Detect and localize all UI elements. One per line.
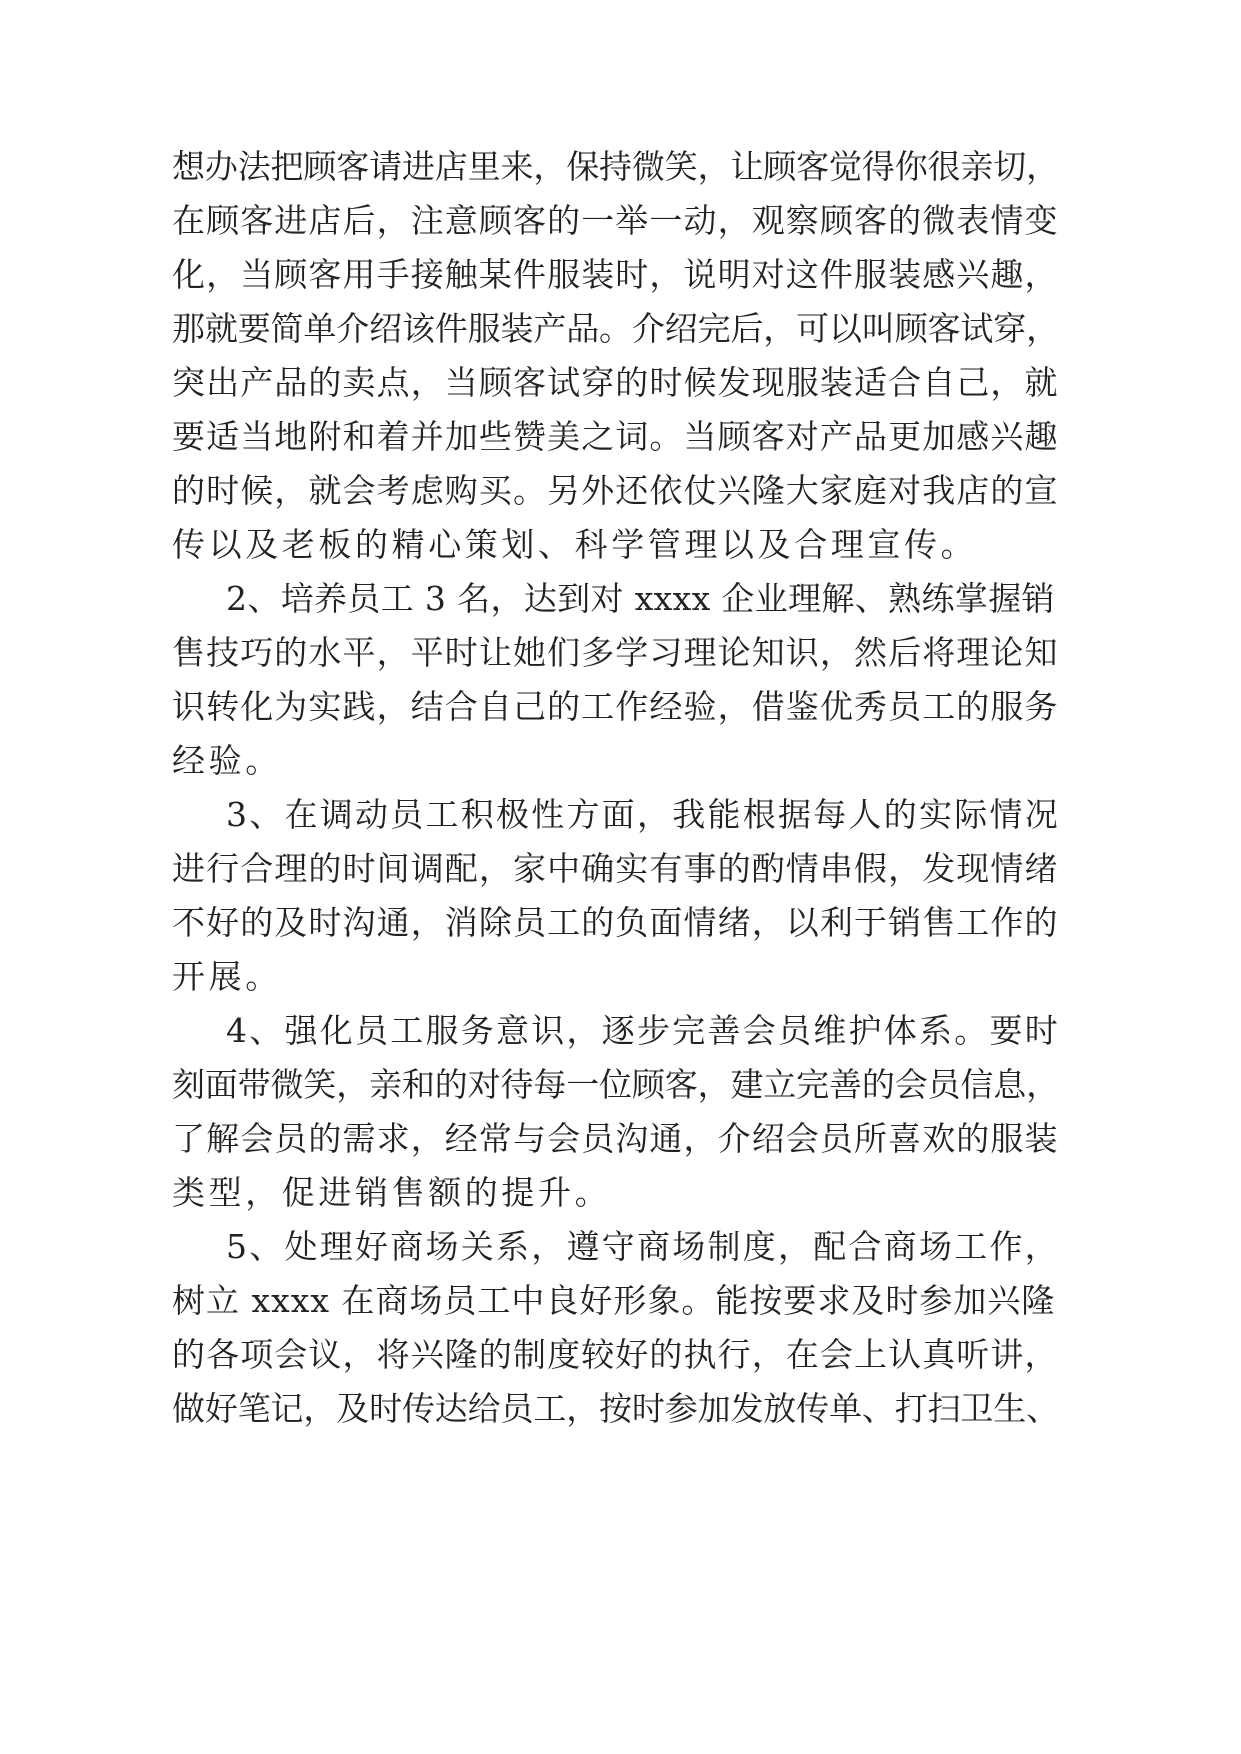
text-line: 的各项会议，将兴隆的制度较好的执行，在会上认真听讲， — [172, 1335, 1059, 1374]
text-line: 不好的及时沟通，消除员工的负面情绪，以利于销售工作的 — [172, 903, 1059, 942]
text-line: 开展。 — [172, 957, 282, 996]
text-line: 刻面带微笑，亲和的对待每一位顾客，建立完善的会员信息， — [172, 1065, 1059, 1104]
text-line: 那就要简单介绍该件服装产品。介绍完后，可以叫顾客试穿， — [172, 309, 1059, 348]
text-line: 3、在调动员工积极性方面，我能根据每人的实际情况 — [226, 795, 1060, 834]
text-line: 树立 xxxx 在商场员工中良好形象。能按要求及时参加兴隆 — [172, 1281, 1056, 1320]
text-line: 的时候，就会考虑购买。另外还依仗兴隆大家庭对我店的宣 — [172, 471, 1059, 510]
text-line: 类型，促进销售额的提升。 — [172, 1173, 612, 1212]
text-line: 5、处理好商场关系，遵守商场制度，配合商场工作， — [226, 1227, 1060, 1266]
text-line: 了解会员的需求，经常与会员沟通，介绍会员所喜欢的服装 — [172, 1119, 1059, 1158]
text-line: 化，当顾客用手接触某件服装时，说明对这件服装感兴趣， — [172, 255, 1059, 294]
text-line: 做好笔记，及时传达给员工，按时参加发放传单、打扫卫生、 — [172, 1389, 1059, 1428]
text-line: 突出产品的卖点，当顾客试穿的时候发现服装适合自己，就 — [172, 363, 1059, 402]
text-line: 传以及老板的精心策划、科学管理以及合理宣传。 — [172, 525, 978, 564]
text-line: 想办法把顾客请进店里来，保持微笑，让顾客觉得你很亲切， — [172, 147, 1059, 186]
text-line: 售技巧的水平，平时让她们多学习理论知识，然后将理论知 — [172, 633, 1059, 672]
text-line: 经验。 — [172, 741, 282, 780]
text-line: 识转化为实践，结合自己的工作经验，借鉴优秀员工的服务 — [172, 687, 1059, 726]
text-line: 进行合理的时间调配，家中确实有事的酌情串假，发现情绪 — [172, 849, 1059, 888]
text-line: 要适当地附和着并加些赞美之词。当顾客对产品更加感兴趣 — [172, 417, 1059, 456]
text-line: 在顾客进店后，注意顾客的一举一动，观察顾客的微表情变 — [172, 201, 1059, 240]
text-line: 4、强化员工服务意识，逐步完善会员维护体系。要时 — [226, 1011, 1060, 1050]
text-line: 2、培养员工 3 名，达到对 xxxx 企业理解、熟练掌握销 — [226, 579, 1055, 618]
